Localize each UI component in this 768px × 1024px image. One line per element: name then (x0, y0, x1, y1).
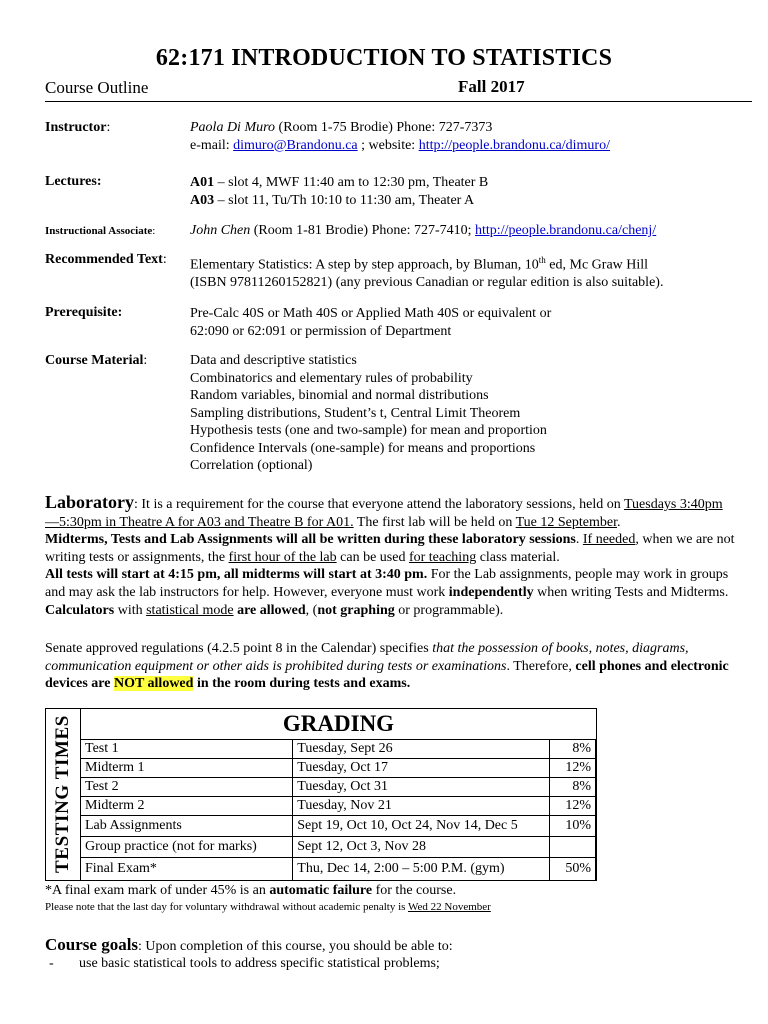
associate-label: Instructional Associate: (45, 225, 156, 237)
header-divider (45, 101, 752, 102)
prereq-info (190, 305, 551, 340)
a03-details: – slot 11, Tu/Th 10:10 to 11:30 am, Theater A (214, 192, 475, 208)
grading-table (45, 708, 597, 881)
grade-date: Sept 12, Oct 3, Nov 28 (293, 837, 549, 858)
term-label: Fall 2017 (458, 77, 525, 96)
not-allowed-highlight: NOT allowed (113, 676, 194, 692)
grade-item: Midterm 2 (81, 797, 293, 816)
table-row (81, 740, 596, 759)
lectures-info (190, 174, 488, 209)
text-label: Recommended Text: (45, 252, 167, 267)
table-row (81, 797, 596, 816)
table-row (81, 858, 596, 881)
grade-weight: 50% (549, 858, 595, 881)
table-row (81, 837, 596, 858)
grade-weight: 12% (549, 797, 595, 816)
grade-date: Tuesday, Sept 26 (293, 740, 549, 759)
grade-weight (549, 837, 595, 858)
laboratory-section: Laboratory: It is a requirement for the course that everyone attend the laboratory sessions, held on Tuesdays 3:40pm—5:30pm in Theatre A for A03 and Theatre B for A01. The first lab will be held on Tue 12 September. Midterms, Tests and Lab Assignments will all be written during these laboratory sessions. If needed, when we are not writing tests or assignments, the first hour of the lab can be used for teaching class material. All tests will start at 4:15 pm, all midterms will start at 3:40 pm. For the Lab assignments, people may work in groups and may ask the lab instructors for help. However, everyone must work independently when writing Tests and Midterms. Calculators with statistical mode are allowed, (not graphing or programmable). (45, 492, 735, 618)
testing-times-label: TESTING TIMES (52, 715, 73, 873)
material-item: Random variables, binomial and normal distributions (190, 388, 489, 403)
grade-weight: 10% (549, 816, 595, 837)
material-item: Data and descriptive statistics (190, 353, 357, 368)
material-item: Sampling distributions, Student’s t, Central Limit Theorem (190, 405, 521, 421)
table-row (81, 816, 596, 837)
prereq-line1: Pre-Calc 40S or Math 40S or Applied Math 40S or equivalent or (190, 306, 552, 321)
a03-code: A03 (190, 192, 215, 208)
table-row (81, 778, 596, 797)
grade-date: Sept 19, Oct 10, Oct 24, Nov 14, Dec 5 (293, 816, 549, 837)
grade-weight: 8% (549, 740, 595, 759)
grade-weight: 8% (549, 778, 595, 797)
grading-heading: GRADING (80, 709, 596, 740)
withdrawal-note: Please note that the last day for voluntary withdrawal without academic penalty is Wed 22 November (45, 901, 491, 913)
grade-item: Final Exam* (81, 858, 293, 881)
laboratory-heading: Laboratory (45, 492, 134, 512)
prereq-label: Prerequisite: (45, 305, 123, 320)
text-line1b: ed, Mc Graw Hill (545, 257, 649, 273)
material-list (190, 352, 547, 475)
table-row (81, 759, 596, 778)
grade-item: Group practice (not for marks) (81, 837, 293, 858)
material-label: Course Material: (45, 353, 148, 368)
lectures-label: Lectures: (45, 174, 102, 189)
withdrawal-date: Wed 22 November (408, 901, 491, 913)
grade-item: Midterm 1 (81, 759, 293, 778)
material-item: Confidence Intervals (one-sample) for means and proportions (190, 440, 536, 456)
associate-website-link[interactable]: http://people.brandonu.ca/chenj/ (475, 223, 657, 238)
goals-intro: : Upon completion of this course, you should be able to: (138, 939, 453, 954)
grading-rows (80, 739, 596, 881)
material-item: Combinatorics and elementary rules of probability (190, 370, 473, 386)
instructor-name: Paola Di Muro (190, 120, 276, 135)
instructor-info (190, 119, 610, 154)
course-title: 62:171 INTRODUCTION TO STATISTICS (155, 45, 613, 71)
grade-item: Test 2 (81, 778, 293, 797)
associate-name: John Chen (190, 223, 251, 238)
course-goals (45, 935, 453, 955)
grade-date: Thu, Dec 14, 2:00 – 5:00 P.M. (gym) (293, 858, 549, 881)
text-line2: (ISBN 97811260152821) (any previous Canadian or regular edition is also suitable). (190, 275, 664, 291)
grade-date: Tuesday, Oct 31 (293, 778, 549, 797)
prereq-line2: 62:090 or 62:091 or permission of Department (190, 323, 452, 339)
website-prefix: ; website: (357, 137, 419, 153)
instructor-website-link[interactable]: http://people.brandonu.ca/dimuro/ (418, 137, 610, 153)
bullet-dash: - (49, 956, 54, 971)
grade-item: Test 1 (81, 740, 293, 759)
material-item: Correlation (optional) (190, 458, 313, 473)
text-info (190, 252, 663, 292)
final-exam-note: *A final exam mark of under 45% is an automatic failure for the course. (45, 883, 457, 898)
grade-date: Tuesday, Nov 21 (293, 797, 549, 816)
a01-code: A01 (190, 175, 215, 190)
instructor-email-link[interactable]: dimuro@Brandonu.ca (233, 137, 358, 153)
grade-weight: 12% (549, 759, 595, 778)
grade-date: Tuesday, Oct 17 (293, 759, 549, 778)
instructor-room-phone: (Room 1-75 Brodie) Phone: 727-7373 (275, 120, 493, 135)
outline-subtitle: Course Outline (45, 78, 149, 97)
goals-heading: Course goals (45, 935, 139, 954)
email-prefix: e-mail: (190, 137, 234, 153)
text-line1a: Elementary Statistics: A step by step approach, by Bluman, 10 (190, 257, 539, 273)
instructor-label: Instructor: (45, 120, 111, 135)
associate-room-phone: (Room 1-81 Brodie) Phone: 727-7410; (250, 223, 476, 238)
text-sup: th (538, 255, 546, 265)
associate-info (190, 222, 656, 240)
material-item: Hypothesis tests (one and two-sample) for mean and proportion (190, 423, 547, 438)
goal-text: use basic statistical tools to address specific statistical problems; (79, 956, 440, 971)
grade-item: Lab Assignments (81, 816, 293, 837)
a01-details: – slot 4, MWF 11:40 am to 12:30 pm, Theater B (214, 175, 489, 190)
goal-bullet (45, 956, 440, 972)
senate-regulations: Senate approved regulations (4.2.5 point 8 in the Calendar) specifies that the possession of books, notes, diagrams, communication equipment or other aids is prohibited during tests or examinations. Therefore, cell phones and electronic devices are NOT allowed in the room during tests and exams. (45, 641, 729, 692)
